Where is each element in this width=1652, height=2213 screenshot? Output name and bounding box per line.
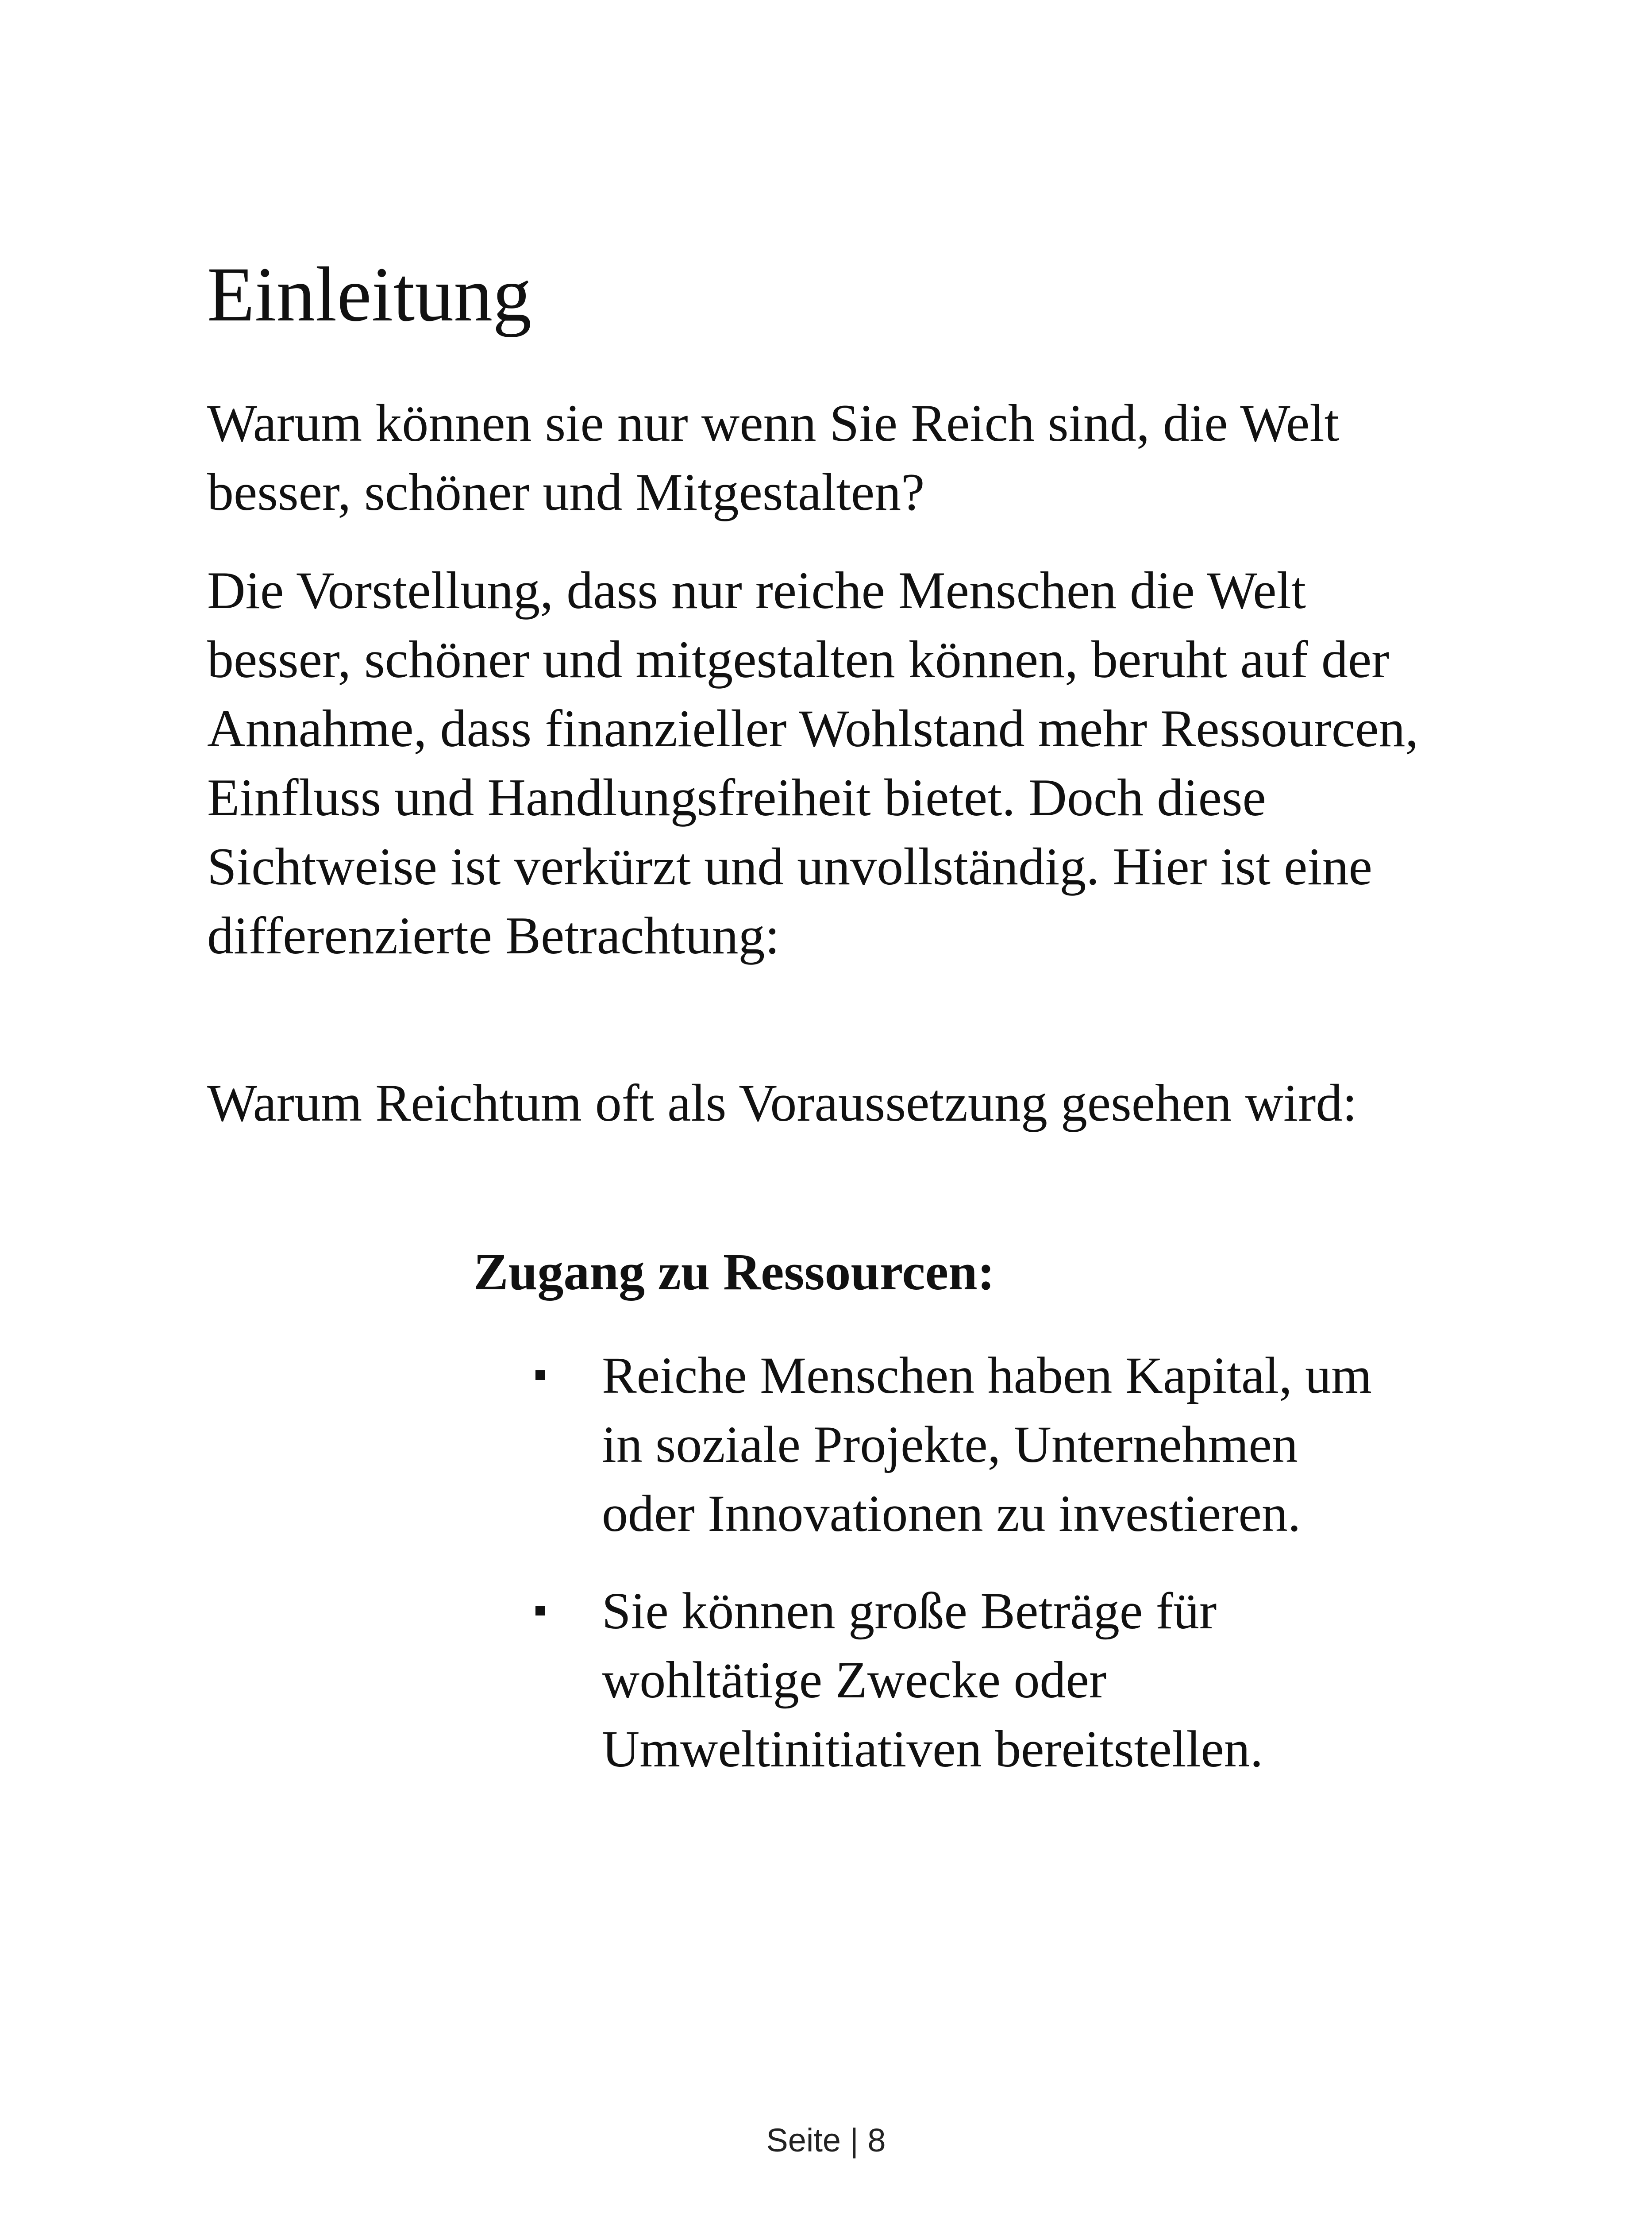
list-item-text: Sie können große Beträge für wohltätige Zwecke oder Umweltinitiativen bereitstellen. (602, 1582, 1263, 1778)
list-item (535, 1577, 1403, 1784)
square-bullet-icon (535, 1606, 545, 1615)
reichtum-paragraph: Warum Reichtum oft als Voraussetzung gesehen wird: (207, 1073, 1357, 1132)
square-bullet-icon (535, 1370, 545, 1380)
page-heading: Einleitung (207, 251, 532, 338)
intro-body-paragraph: Die Vorstellung, dass nur reiche Menschen die Welt besser, schöner und mitgestalten können, beruht auf der Annahme, dass finanzieller Wohlstand mehr Ressourcen, Einfluss und Handlungsfreiheit bietet. Doch diese Sichtweise ist verkürzt und unvollständig. Hier ist eine differenzierte Betrachtung: (207, 561, 1419, 965)
page-number-footer: Seite | 8 (766, 2122, 886, 2159)
intro-question-paragraph: Warum können sie nur wenn Sie Reich sind, die Welt besser, schöner und Mitgestalten? (207, 393, 1339, 521)
section-subheading: Zugang zu Ressourcen: (474, 1243, 995, 1301)
list-item (535, 1341, 1403, 1548)
list-item-text: Reiche Menschen haben Kapital, um in soziale Projekte, Unternehmen oder Innovationen zu investieren. (602, 1346, 1372, 1542)
bullet-list (535, 1341, 1403, 1812)
